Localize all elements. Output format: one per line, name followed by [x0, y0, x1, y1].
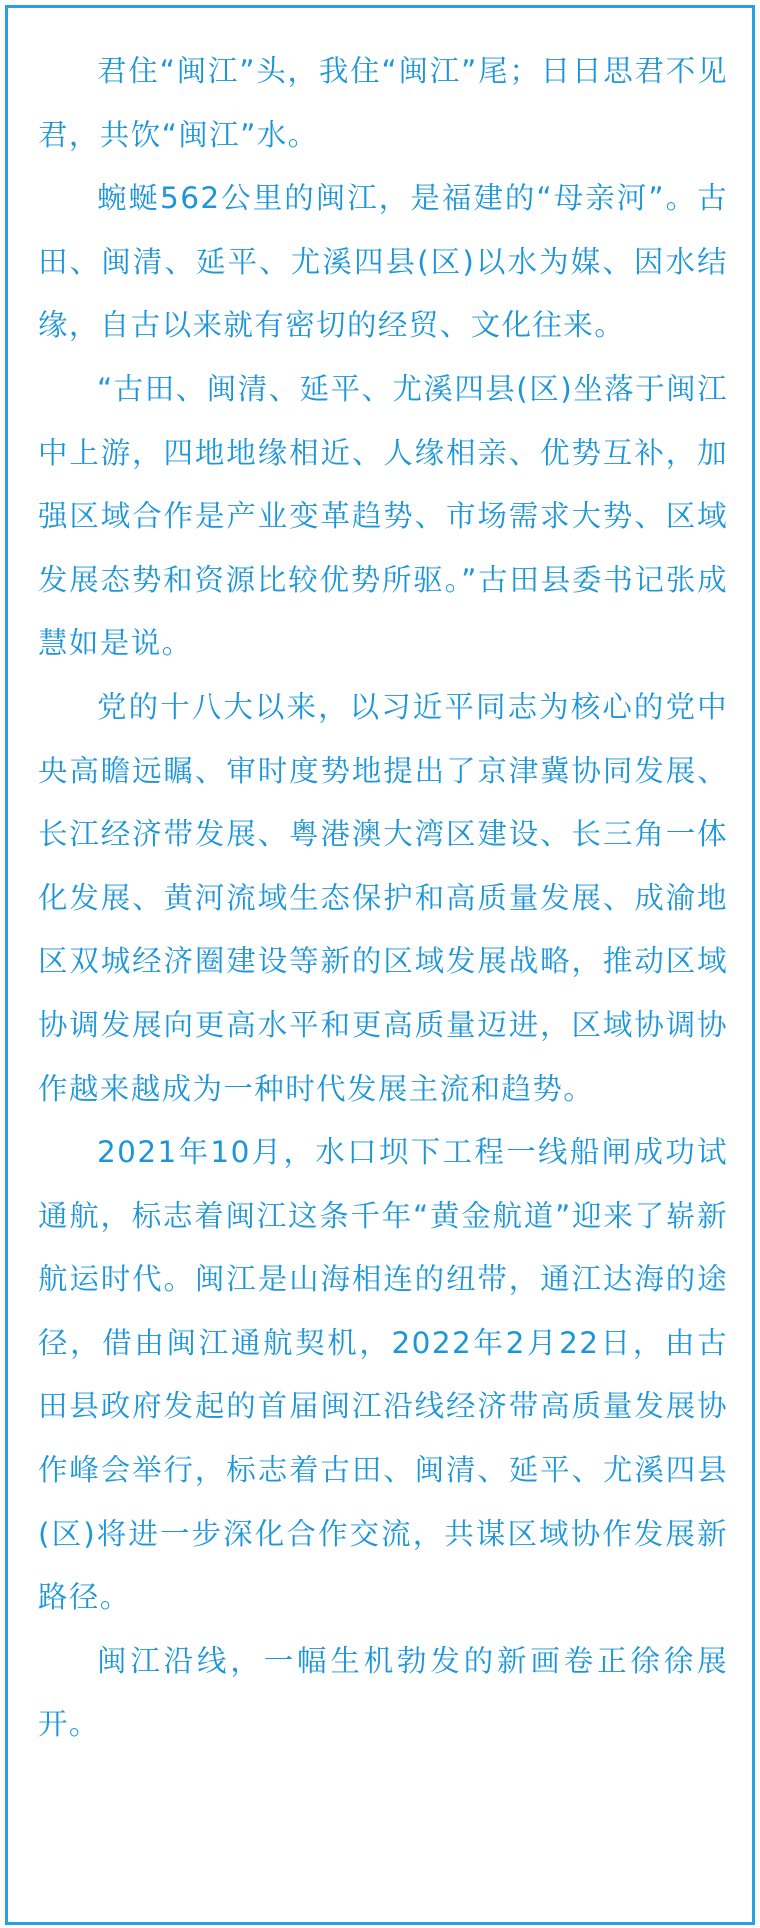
- paragraph-6: 闽江沿线，一幅生机勃发的新画卷正徐徐展开。: [38, 1643, 728, 1742]
- paragraph-4: 党的十八大以来，以习近平同志为核心的党中央高瞻远瞩、审时度势地提出了京津冀协同发展、长江经济带发展、粤港澳大湾区建设、长三角一体化发展、黄河流域生态保护和高质量发展、成渝地区双城经济圈建设等新的区域发展战略，推动区域协调发展向更高水平和更高质量迈进，区域协调协作越来越成为一种时代发展主流和趋势。: [38, 689, 728, 1106]
- article-frame: [5, 5, 755, 1925]
- article-body: [38, 40, 728, 1757]
- paragraph-5: 2021年10月，水口坝下工程一线船闸成功试通航，标志着闽江这条千年“黄金航道”迎来了崭新航运时代。闽江是山海相连的纽带，通江达海的途径，借由闽江通航契机，2022年2月22日，由古田县政府发起的首届闽江沿线经济带高质量发展协作峰会举行，标志着古田、闽清、延平、尤溪四县(区)将进一步深化合作交流，共谋区域协作发展新路径。: [38, 1135, 728, 1615]
- paragraph-2: 蜿蜒562公里的闽江，是福建的“母亲河”。古田、闽清、延平、尤溪四县(区)以水为媒、因水结缘，自古以来就有密切的经贸、文化往来。: [38, 181, 728, 343]
- paragraph-3: “古田、闽清、延平、尤溪四县(区)坐落于闽江中上游，四地地缘相近、人缘相亲、优势互补，加强区域合作是产业变革趋势、市场需求大势、区域发展态势和资源比较优势所驱。”古田县委书记张成慧如是说。: [38, 371, 728, 661]
- paragraph-1: 君住“闽江”头，我住“闽江”尾；日日思君不见君，共饮“闽江”水。: [38, 54, 728, 152]
